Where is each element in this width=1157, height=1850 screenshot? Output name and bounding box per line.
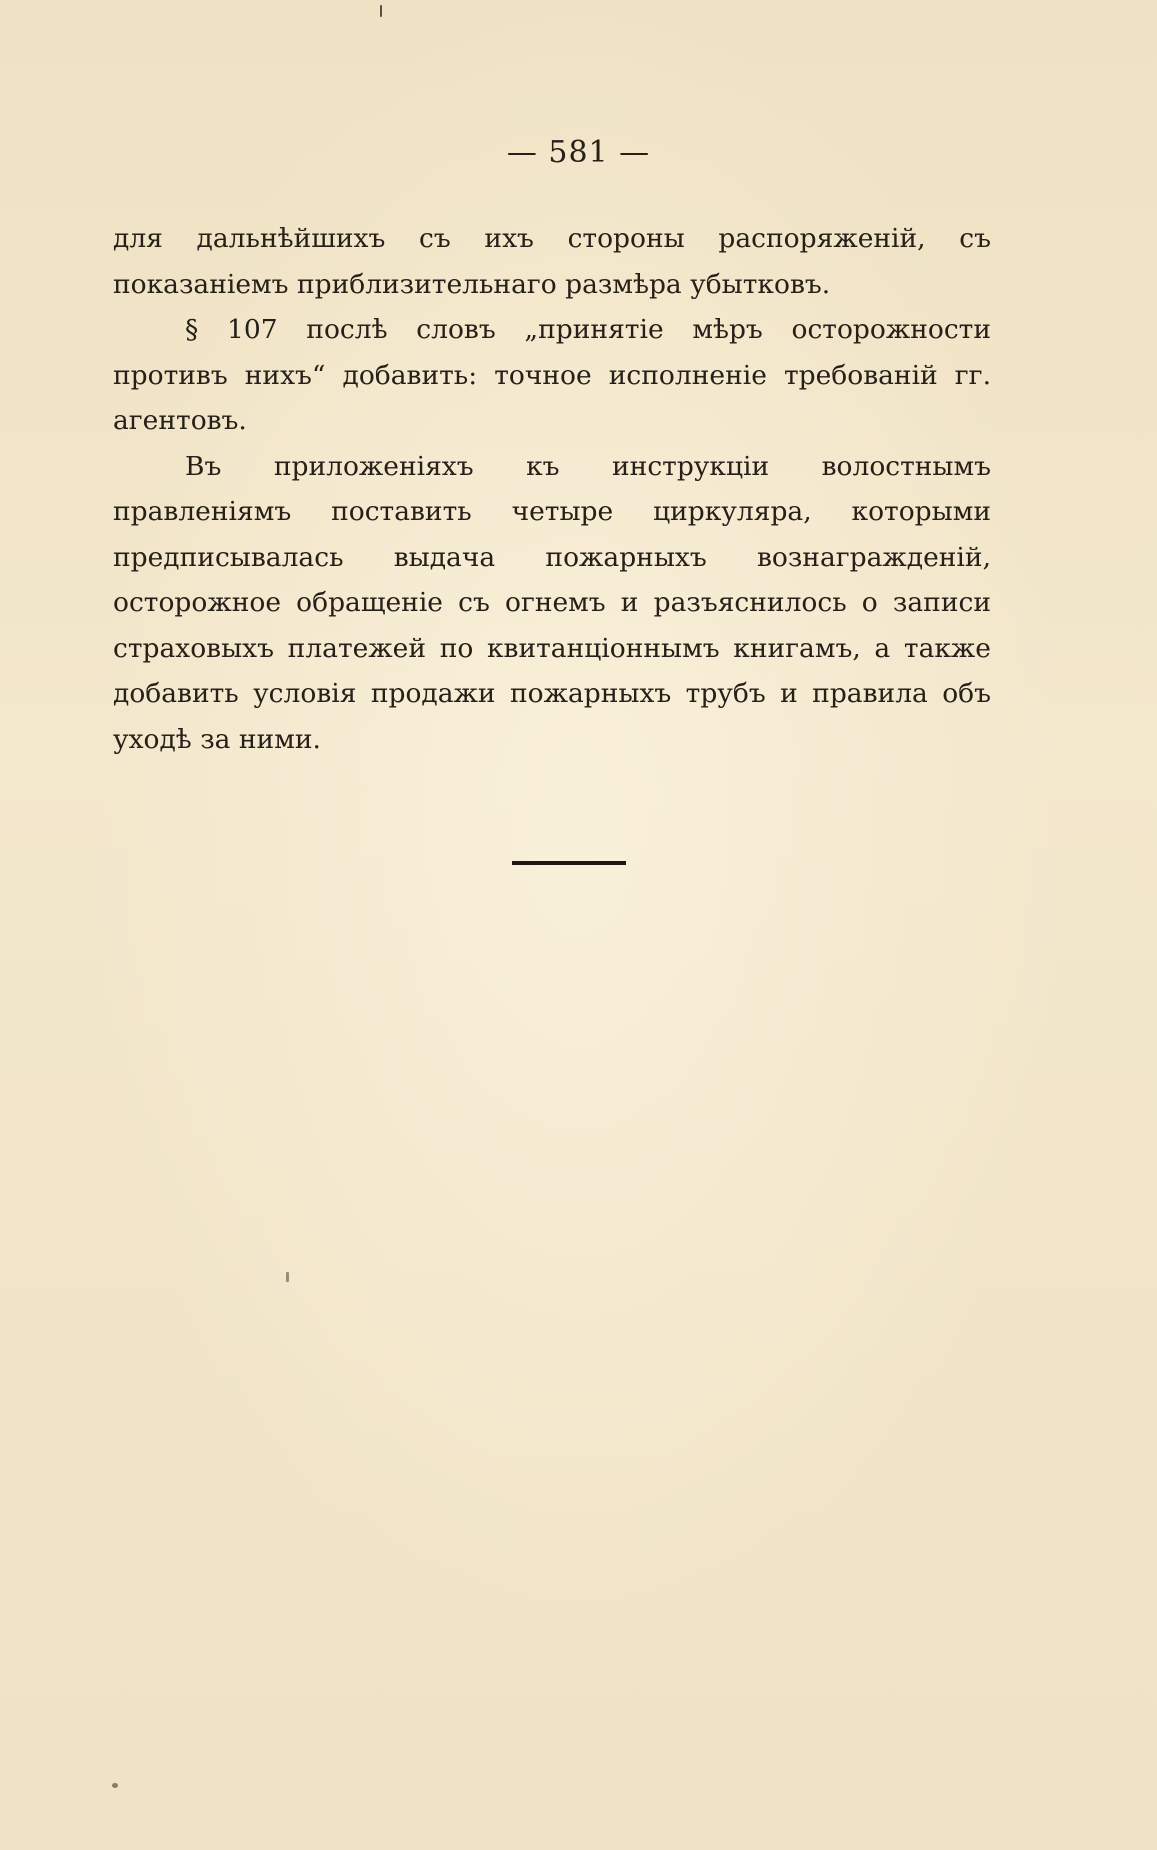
paper-speck [380, 5, 382, 17]
paper-speck [112, 1783, 118, 1788]
paper-speck [286, 1272, 289, 1282]
section-end-rule [512, 861, 626, 865]
paragraph-3: Въ приложеніяхъ къ инструкціи волостнымъ правленіямъ поставить четыре циркуляра, которыми предписывалась выдача пожарныхъ вознагражденій, осторожное обращеніе съ огнемъ и разъяснилось о записи страховыхъ платежей по квитанціоннымъ книгамъ, а также добавить условія продажи пожарныхъ трубъ и правила объ уходѣ за ними. [113, 450, 991, 755]
paragraph-1: для дальнѣйшихъ съ ихъ стороны распоряженій, съ показаніемъ приблизительнаго размѣра убытковъ. [113, 223, 991, 300]
paragraph-2: § 107 послѣ словъ „принятіе мѣръ осторожности противъ нихъ“ добавить: точное исполненіе требованій гг. агентовъ. [113, 314, 991, 436]
body-text [113, 216, 991, 762]
page-number: — 581 — [506, 135, 651, 170]
